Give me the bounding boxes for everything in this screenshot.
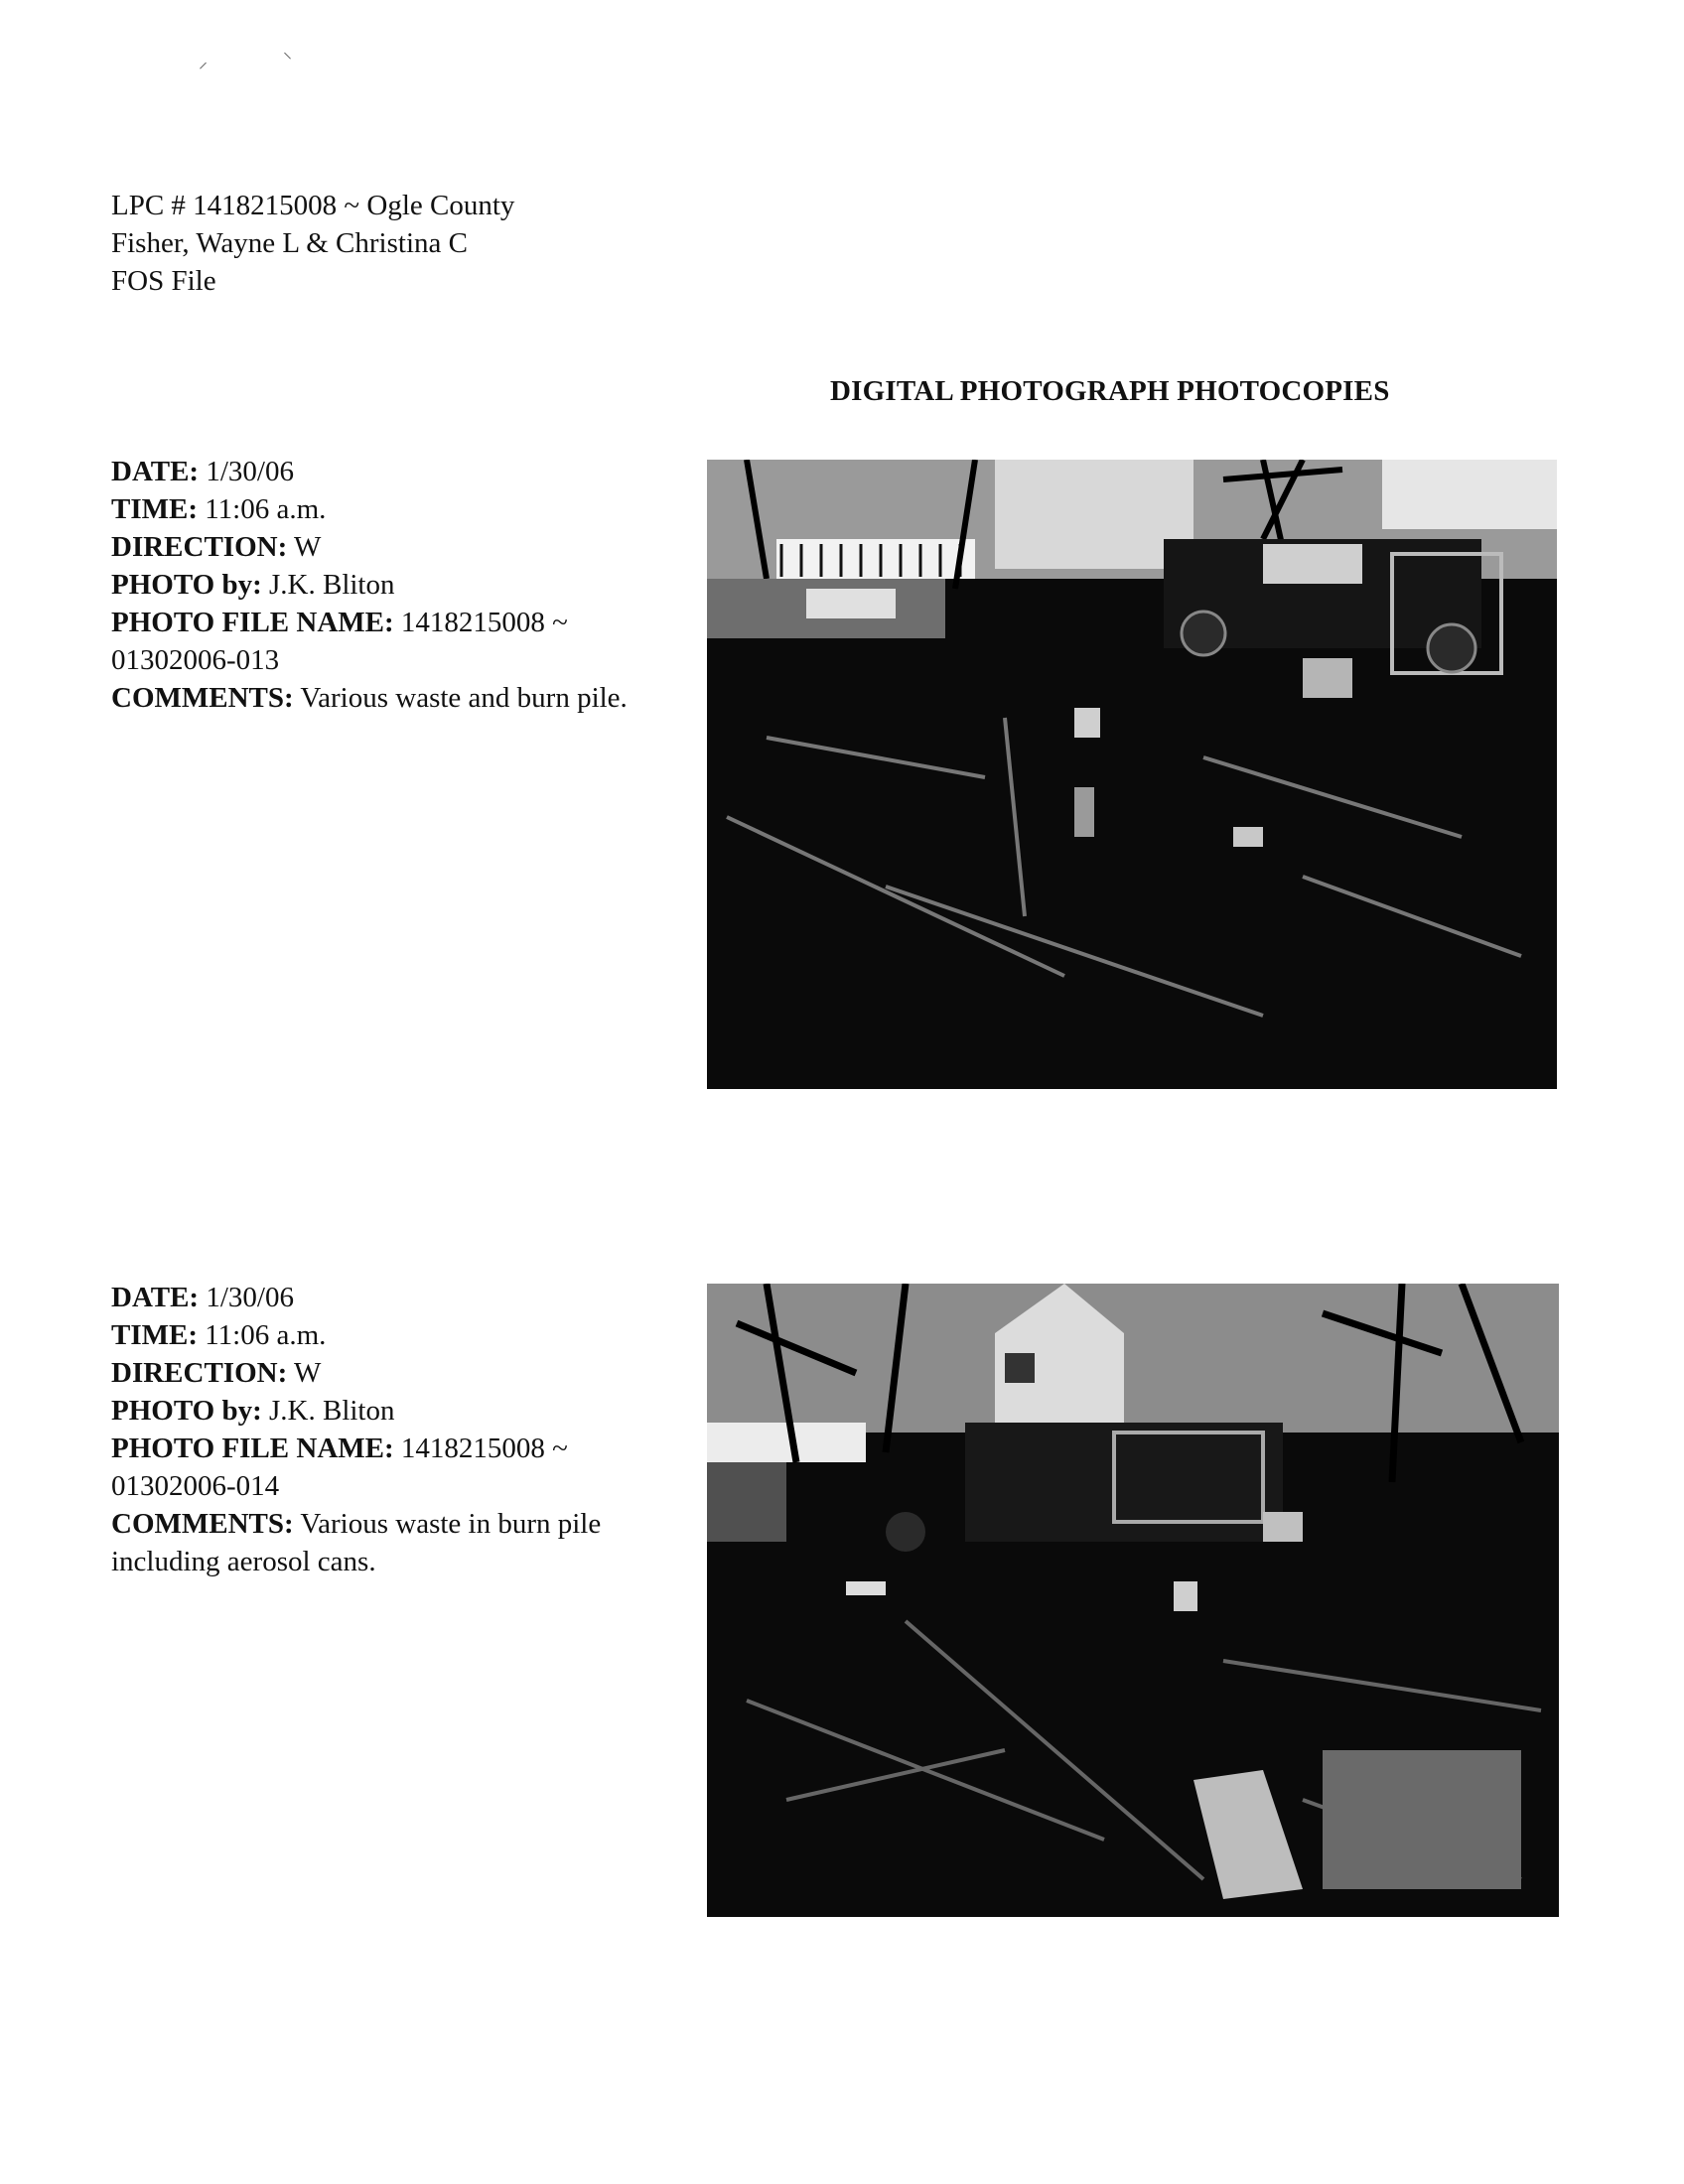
comments-row: COMMENTS: Various waste in burn pile including aerosol cans.	[111, 1508, 602, 1577]
photo-by-row: PHOTO by: J.K. Bliton	[111, 1395, 395, 1427]
direction-row: DIRECTION: W	[111, 1357, 322, 1389]
owner-line: Fisher, Wayne L & Christina C	[111, 227, 468, 259]
photo-by-row: PHOTO by: J.K. Bliton	[111, 569, 395, 601]
file-name-row: PHOTO FILE NAME: 1418215008 ~	[111, 607, 568, 638]
time-row: TIME: 11:06 a.m.	[111, 1319, 327, 1351]
photo-entry-2	[111, 1279, 687, 1580]
file-line: FOS File	[111, 265, 216, 297]
time-row: TIME: 11:06 a.m.	[111, 493, 327, 525]
site-photo-2-image	[707, 1284, 1559, 1917]
lpc-line: LPC # 1418215008 ~ Ogle County	[111, 190, 515, 221]
site-photo-1-image	[707, 460, 1557, 1089]
scan-mark: ⸜	[283, 42, 292, 62]
date-row: DATE: 1/30/06	[111, 1282, 294, 1313]
file-name-row: PHOTO FILE NAME: 1418215008 ~	[111, 1433, 568, 1464]
date-row: DATE: 1/30/06	[111, 456, 294, 487]
site-photo-1	[707, 460, 1557, 1089]
scan-mark: ⸝	[199, 52, 208, 71]
comments-row: COMMENTS: Various waste and burn pile.	[111, 682, 628, 714]
file-name-cont: 01302006-013	[111, 644, 280, 676]
direction-row: DIRECTION: W	[111, 531, 322, 563]
document-header	[111, 187, 514, 300]
photo-entry-1	[111, 453, 687, 717]
page-title: DIGITAL PHOTOGRAPH PHOTOCOPIES	[830, 375, 1390, 407]
site-photo-2	[707, 1284, 1559, 1917]
file-name-cont: 01302006-014	[111, 1470, 280, 1502]
